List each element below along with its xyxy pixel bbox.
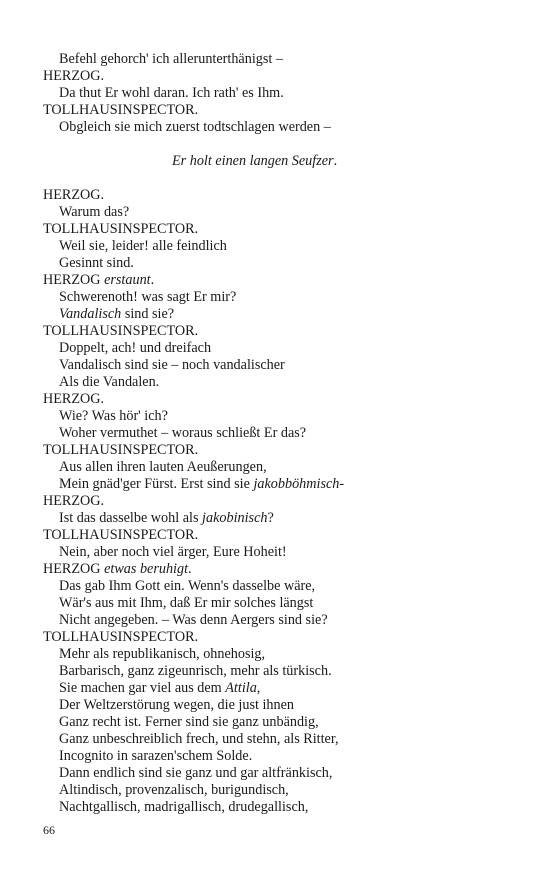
line-text: HERZOG. <box>43 187 105 203</box>
verse-line <box>59 289 236 306</box>
line-text: ? <box>267 510 274 526</box>
stage-direction <box>172 153 337 170</box>
line-text: , <box>256 680 261 696</box>
line-text: Dann endlich sind sie ganz und gar altfränkisch, <box>59 765 333 781</box>
speaker-name <box>43 391 104 408</box>
speaker-name <box>43 493 104 510</box>
italic-text: jakobinisch <box>202 510 268 526</box>
line-text: Woher vermuthet – woraus schließt Er das? <box>59 425 307 441</box>
verse-line <box>59 85 284 102</box>
verse-line <box>59 204 129 221</box>
speaker-name <box>43 323 198 340</box>
verse-line <box>59 544 287 561</box>
line-text: Nachtgallisch, madrigallisch, drudegallisch, <box>59 799 309 815</box>
line-text: TOLLHAUSINSPECTOR. <box>43 102 199 118</box>
speaker-name <box>43 527 198 544</box>
line-text: HERZOG. <box>43 391 105 407</box>
verse-line <box>59 51 283 68</box>
line-text: HERZOG <box>43 561 105 577</box>
line-text: Doppelt, ach! und dreifach <box>59 340 212 356</box>
verse-line <box>59 748 252 765</box>
line-text: Mein gnäd'ger Fürst. Erst sind sie <box>59 476 254 492</box>
verse-line <box>59 714 319 731</box>
line-text: TOLLHAUSINSPECTOR. <box>43 629 199 645</box>
italic-text: Attila <box>225 680 257 696</box>
line-text: Warum das? <box>59 204 130 220</box>
speaker-name <box>43 68 104 85</box>
line-text: Sie machen gar viel aus dem <box>59 680 226 696</box>
verse-line <box>59 408 168 425</box>
verse-line <box>59 238 227 255</box>
line-text: Nicht angegeben. – Was denn Aergers sind sie? <box>59 612 328 628</box>
speaker-name <box>43 102 198 119</box>
verse-line <box>59 578 315 595</box>
verse-line <box>59 646 265 663</box>
verse-line <box>59 255 134 272</box>
verse-line <box>59 357 285 374</box>
italic-text: etwas beruhigt <box>104 561 189 577</box>
line-text: TOLLHAUSINSPECTOR. <box>43 221 199 237</box>
line-text: TOLLHAUSINSPECTOR. <box>43 323 199 339</box>
line-text: Vandalisch sind sie – noch vandalischer <box>59 357 285 373</box>
line-text: TOLLHAUSINSPECTOR. <box>43 527 199 543</box>
verse-line <box>59 340 211 357</box>
italic-text: erstaunt <box>104 272 151 288</box>
line-text: Der Weltzerstörung wegen, die just ihnen <box>59 697 294 713</box>
speaker-name <box>43 561 192 578</box>
line-text: sind sie? <box>121 306 175 322</box>
line-text: Incognito in sarazen'schem Solde. <box>59 748 253 764</box>
line-text: HERZOG. <box>43 68 105 84</box>
verse-line <box>59 731 339 748</box>
verse-line <box>59 425 306 442</box>
speaker-name <box>43 272 154 289</box>
line-text: Obgleich sie mich zuerst todtschlagen werden – <box>59 119 331 135</box>
verse-line <box>59 680 260 697</box>
verse-line <box>59 459 267 476</box>
italic-text: Vandalisch <box>59 306 122 322</box>
verse-line <box>59 595 313 612</box>
line-text: Da thut Er wohl daran. Ich rath' es Ihm. <box>59 85 284 101</box>
verse-line <box>59 612 328 629</box>
speaker-name <box>43 442 198 459</box>
line-text: Weil sie, leider! alle feindlich <box>59 238 227 254</box>
verse-line <box>59 510 274 527</box>
verse-line <box>59 119 331 136</box>
verse-line <box>59 697 294 714</box>
italic-text: Er holt einen langen Seufzer <box>172 153 334 169</box>
line-text: Mehr als republikanisch, ohnehosig, <box>59 646 266 662</box>
verse-line <box>59 374 159 391</box>
line-text: Ganz unbeschreiblich frech, und stehn, als Ritter, <box>59 731 339 747</box>
page-number: 66 <box>43 823 55 837</box>
line-text: Gesinnt sind. <box>59 255 134 271</box>
verse-line <box>59 765 332 782</box>
line-text: Wär's aus mit Ihm, daß Er mir solches längst <box>59 595 314 611</box>
line-text: . <box>333 153 338 169</box>
line-text: Ist das dasselbe wohl als <box>59 510 203 526</box>
line-text: TOLLHAUSINSPECTOR. <box>43 442 199 458</box>
line-text: Barbarisch, ganz zigeunrisch, mehr als türkisch. <box>59 663 332 679</box>
line-text: Schwerenoth! was sagt Er mir? <box>59 289 237 305</box>
italic-text: jakobböhmisch- <box>253 476 345 492</box>
line-text: HERZOG. <box>43 493 105 509</box>
line-text: . <box>150 272 155 288</box>
line-text: . <box>188 561 192 577</box>
line-text: Das gab Ihm Gott ein. Wenn's dasselbe wäre, <box>59 578 316 594</box>
verse-line <box>59 782 289 799</box>
line-text: Befehl gehorch' ich allerunterthänigst – <box>59 51 283 67</box>
verse-line <box>59 476 344 493</box>
verse-line <box>59 306 174 323</box>
speaker-name <box>43 629 198 646</box>
line-text: Ganz recht ist. Ferner sind sie ganz unbändig, <box>59 714 319 730</box>
line-text: Nein, aber noch viel ärger, Eure Hoheit! <box>59 544 287 560</box>
speaker-name <box>43 221 198 238</box>
verse-line <box>59 663 332 680</box>
line-text: Wie? Was hör' ich? <box>59 408 168 424</box>
line-text: HERZOG <box>43 272 105 288</box>
verse-line <box>59 799 308 816</box>
line-text: Altindisch, provenzalisch, burigundisch, <box>59 782 289 798</box>
line-text: Als die Vandalen. <box>59 374 160 390</box>
line-text: Aus allen ihren lauten Aeußerungen, <box>59 459 267 475</box>
speaker-name <box>43 187 104 204</box>
